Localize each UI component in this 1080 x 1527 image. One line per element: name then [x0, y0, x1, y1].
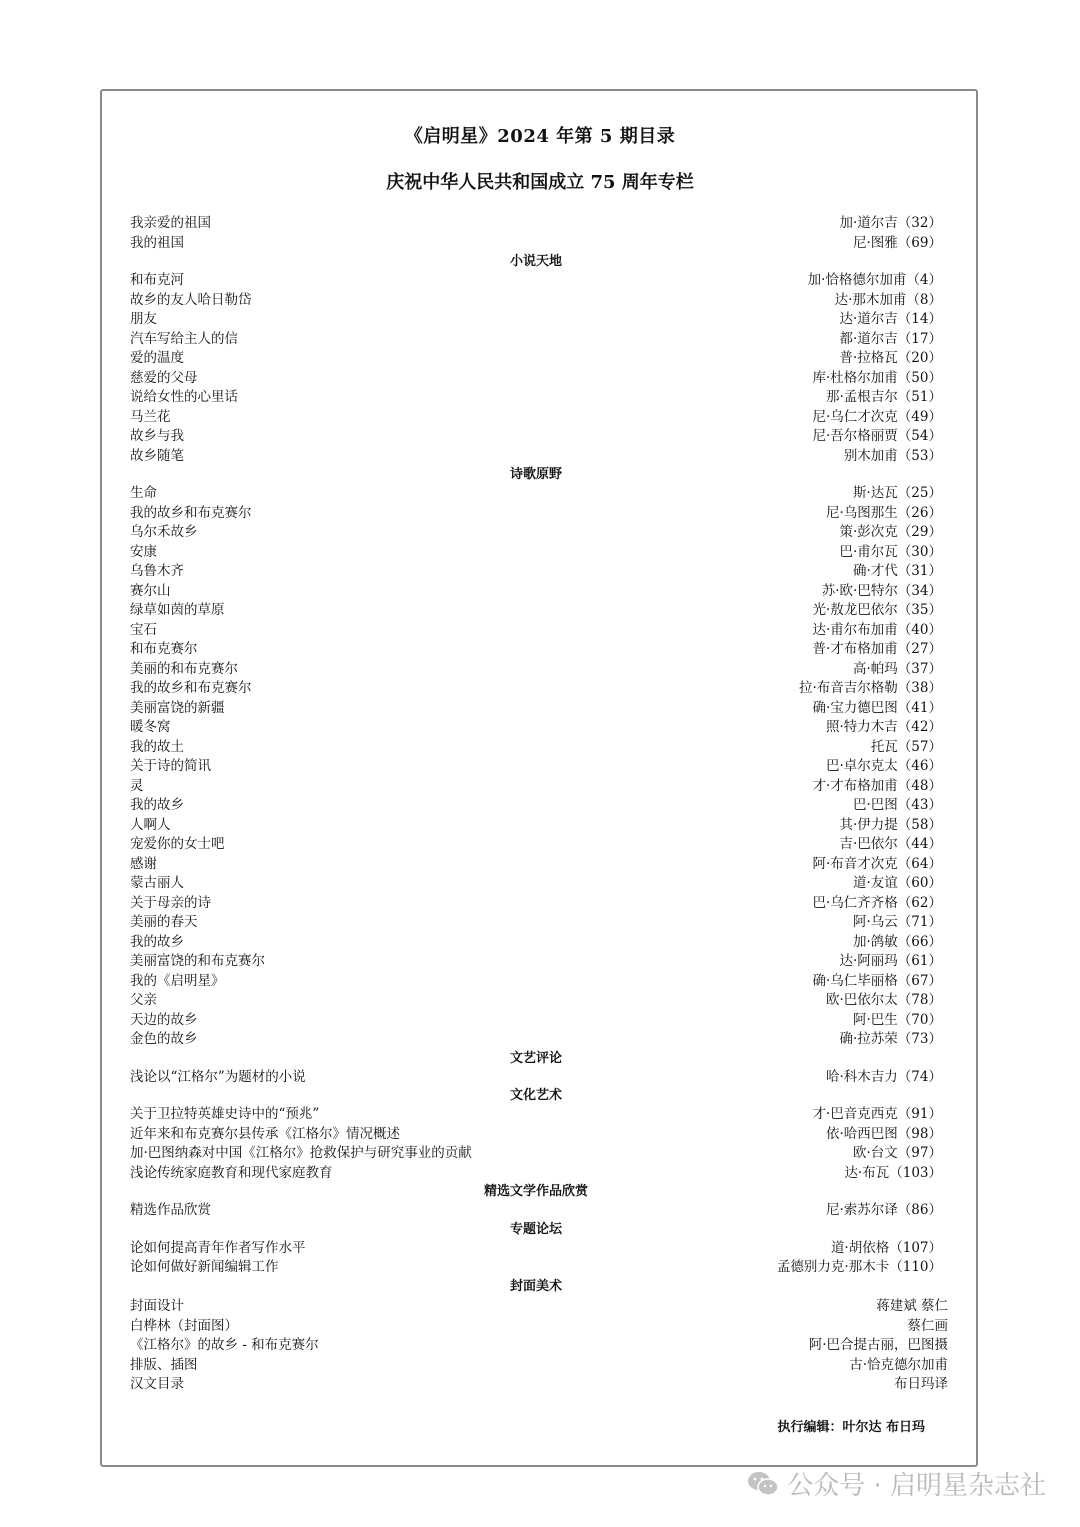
toc-entry: [130, 874, 942, 894]
entry-title: 爱的温度: [130, 350, 184, 366]
toc-entry: [130, 894, 942, 914]
entry-title: 感谢: [130, 855, 157, 872]
entry-author: 加·恰格德尔加甫（4）: [807, 272, 942, 288]
entry-title: 说给女性的心里话: [130, 389, 238, 405]
toc-entry: [130, 271, 942, 291]
entry-author: 别木加甫（53）: [843, 447, 942, 464]
entry-author: 达·甫尔布加甫（40）: [812, 621, 942, 638]
entry-title: 和布克河: [130, 272, 184, 288]
entry-author: 道·胡依格（107）: [830, 1239, 942, 1256]
toc-entry: [130, 330, 942, 350]
entry-title: 我亲爱的祖国: [130, 215, 211, 231]
entry-title: 乌鲁木齐: [130, 563, 184, 579]
entry-author: 巴·乌仁齐齐格（62）: [812, 894, 942, 911]
entry-author: 加·鸽敏（66）: [853, 933, 942, 950]
entry-title: 灵: [130, 777, 144, 794]
toc-entry: [130, 816, 942, 836]
entry-title: 汽车写给主人的信: [130, 330, 238, 347]
toc-entry: [130, 1297, 948, 1317]
toc-entry: [130, 1030, 942, 1050]
entry-author: 高·帕玛（37）: [853, 660, 942, 677]
section-heading: 小说天地: [509, 254, 562, 269]
entry-title: 我的祖国: [130, 234, 184, 251]
entry-author: 巴·卓尔克太（46）: [826, 758, 942, 774]
toc-entry: [130, 1336, 948, 1356]
entry-author: 巴·甫尔瓦（30）: [839, 543, 942, 560]
section-heading: 专题论坛: [509, 1221, 562, 1237]
section-heading: 文艺评论: [509, 1050, 562, 1066]
toc-entry: [130, 388, 942, 408]
entry-title: 我的《启明星》: [130, 972, 225, 989]
toc-entry: [130, 1375, 948, 1395]
toc-entry: [130, 523, 942, 543]
toc-entry: [130, 855, 942, 875]
entry-title: 故乡与我: [130, 428, 184, 444]
toc-entry: [130, 952, 942, 972]
entry-title: 我的故乡: [130, 933, 184, 950]
entry-author: 哈·科木吉力（74）: [826, 1068, 942, 1085]
toc-entry: [130, 621, 942, 641]
entry-author: 策·彭次克（29）: [839, 524, 942, 540]
toc-entry: [130, 738, 942, 758]
toc-entry: [130, 562, 942, 582]
toc-entry: [130, 1317, 948, 1337]
watermark-text: 公众号 · 启明星杂志社: [787, 1471, 1046, 1501]
entry-title: 《江格尔》的故乡 - 和布克赛尔: [130, 1337, 319, 1353]
entry-title: 汉文目录: [130, 1376, 184, 1392]
credits-list: [130, 1297, 948, 1395]
toc-entry: [130, 543, 942, 563]
entry-title: 安康: [130, 543, 157, 560]
entry-title: 故乡的友人哈日勒岱: [130, 291, 252, 308]
entry-title: 关于母亲的诗: [130, 894, 211, 911]
section-heading: 文化艺术: [509, 1088, 562, 1103]
toc-entry: [130, 640, 942, 660]
toc-entry: [130, 1068, 942, 1088]
toc-entry: [130, 972, 942, 992]
entry-title: 宝石: [130, 621, 157, 638]
entry-title: 美丽的春天: [130, 914, 198, 930]
entry-author: 达·阿丽玛（61）: [839, 953, 942, 969]
toc-entry: [130, 234, 942, 254]
entry-title: 暖冬窝: [130, 719, 171, 735]
entry-title: 赛尔山: [130, 582, 171, 599]
toc-entry: [130, 1356, 948, 1376]
entry-title: 我的故乡: [130, 797, 184, 813]
toc-entry: [130, 933, 942, 953]
entry-title: 故乡随笔: [130, 447, 184, 464]
entry-author: 尼·索苏尔译（86）: [826, 1202, 942, 1218]
toc-entry: [130, 991, 942, 1011]
entry-author: 阿·布音才次克（64）: [812, 855, 942, 872]
entry-title: 乌尔禾故乡: [130, 524, 198, 540]
toc-entry: [130, 1201, 942, 1221]
entry-author: 尼·吾尔格丽贾（54）: [812, 428, 942, 444]
entry-author: 布日玛译: [894, 1376, 948, 1392]
wechat-icon: [747, 1470, 779, 1498]
toc-entry: [130, 369, 942, 389]
entry-author: 蔡仁画: [907, 1317, 948, 1334]
entry-author: 确·乌仁毕丽格（67）: [812, 972, 942, 989]
entry-author: 普·拉格瓦（20）: [839, 350, 942, 366]
watermark: [747, 1465, 1046, 1502]
entry-author: 确·宝力德巴图（41）: [812, 699, 942, 716]
toc-entry: [130, 1011, 942, 1031]
entry-title: 浅论以“江格尔”为题材的小说: [130, 1068, 306, 1085]
entry-author: 欧·台文（97）: [853, 1145, 942, 1161]
entry-author: 达·道尔吉（14）: [839, 311, 942, 327]
entry-author: 古·恰克德尔加甫: [849, 1356, 948, 1373]
toc-entry: [130, 1239, 942, 1259]
page-title: 《启明星》2024 年第 5 期目录: [404, 126, 676, 147]
entry-title: 美丽富饶的和布克赛尔: [130, 953, 265, 969]
entry-title: 父亲: [130, 992, 157, 1008]
entry-title: 人啊人: [130, 816, 171, 833]
entry-title: 关于诗的简讯: [130, 758, 211, 774]
section-heading: 诗歌原野: [509, 467, 562, 482]
entry-title: 排版、插图: [130, 1356, 198, 1373]
entry-author: 阿·巴生（70）: [853, 1011, 942, 1028]
entry-author: 蒋建斌 蔡仁: [876, 1298, 948, 1314]
table-of-contents: [130, 214, 942, 1296]
entry-author: 都·道尔吉（17）: [839, 330, 942, 347]
entry-title: 加·巴图纳森对中国《江格尔》抢救保护与研究事业的贡献: [130, 1145, 472, 1161]
toc-entry: [130, 1164, 942, 1184]
entry-title: 慈爱的父母: [130, 369, 198, 386]
entry-author: 阿·巴合提古丽，巴图摄: [808, 1337, 948, 1353]
entry-author: 才·巴音克西克（91）: [812, 1106, 942, 1122]
entry-author: 加·道尔吉（32）: [839, 215, 942, 231]
toc-entry: [130, 427, 942, 447]
entry-title: 白桦林（封面图）: [130, 1317, 238, 1334]
entry-author: 尼·乌仁才次克（49）: [812, 408, 942, 425]
executive-editor: 执行编辑：叶尔达 布日玛: [777, 1420, 925, 1435]
entry-title: 美丽富饶的新疆: [130, 699, 225, 716]
entry-author: 尼·图雅（69）: [853, 234, 942, 251]
entry-author: 普·才布格加甫（27）: [812, 641, 942, 657]
toc-entry: [130, 408, 942, 428]
entry-title: 生命: [130, 485, 157, 501]
entry-title: 马兰花: [130, 408, 171, 425]
entry-title: 蒙古丽人: [130, 875, 184, 891]
entry-title: 绿草如茵的草原: [130, 602, 225, 618]
entry-author: 照·特力木吉（42）: [826, 719, 942, 735]
entry-author: 巴·巴图（43）: [853, 797, 942, 813]
entry-author: 吉·巴依尔（44）: [839, 836, 942, 852]
entry-author: 道·友谊（60）: [853, 875, 942, 891]
entry-author: 确·拉苏荣（73）: [839, 1031, 942, 1047]
entry-author: 阿·乌云（71）: [853, 914, 942, 930]
toc-entry: [130, 699, 942, 719]
entry-title: 我的故土: [130, 738, 184, 755]
entry-author: 确·才代（31）: [853, 563, 942, 579]
toc-entry: [130, 1125, 942, 1145]
entry-title: 和布克赛尔: [130, 641, 198, 657]
toc-entry: [130, 913, 942, 933]
toc-entry: [130, 835, 942, 855]
toc-entry: [130, 796, 942, 816]
toc-entry: [130, 447, 942, 467]
entry-author: 库·杜格尔加甫（50）: [812, 369, 942, 386]
toc-entry: [130, 757, 942, 777]
section-heading: 精选文学作品欣赏: [483, 1184, 588, 1199]
page-subtitle: 庆祝中华人民共和国成立 75 周年专栏: [386, 172, 694, 193]
section-heading: 封面美术: [509, 1278, 562, 1294]
entry-title: 论如何做好新闻编辑工作: [130, 1259, 279, 1275]
toc-entry: [130, 214, 942, 234]
toc-entry: [130, 484, 942, 504]
toc-entry: [130, 718, 942, 738]
entry-author: 孟德别力克·那木卡（110）: [776, 1259, 942, 1275]
entry-title: 浅论传统家庭教育和现代家庭教育: [130, 1164, 333, 1181]
entry-title: 关于卫拉特英雄史诗中的“预兆”: [130, 1106, 320, 1122]
entry-title: 朋友: [130, 311, 157, 327]
toc-entry: [130, 660, 942, 680]
toc-entry: [130, 1144, 942, 1164]
entry-author: 达·那木加甫（8）: [834, 291, 942, 308]
entry-author: 苏·欧·巴特尔（34）: [821, 582, 942, 599]
entry-title: 宠爱你的女士吧: [130, 836, 225, 852]
toc-entry: [130, 582, 942, 602]
entry-author: 那·孟根吉尔（51）: [826, 389, 942, 405]
entry-title: 金色的故乡: [130, 1031, 198, 1047]
toc-entry: [130, 504, 942, 524]
entry-author: 达·布瓦（103）: [844, 1164, 942, 1181]
entry-author: 斯·达瓦（25）: [853, 485, 942, 501]
toc-entry: [130, 349, 942, 369]
entry-title: 我的故乡和布克赛尔: [130, 680, 252, 696]
entry-author: 依·哈西巴图（98）: [826, 1125, 942, 1142]
entry-title: 论如何提高青年作者写作水平: [130, 1239, 306, 1256]
toc-entry: [130, 777, 942, 797]
entry-title: 美丽的和布克赛尔: [130, 660, 238, 677]
entry-author: 才·才布格加甫（48）: [812, 777, 942, 794]
entry-title: 近年来和布克赛尔县传承《江格尔》情况概述: [130, 1125, 400, 1142]
entry-title: 精选作品欣赏: [130, 1202, 211, 1218]
toc-entry: [130, 679, 942, 699]
toc-entry: [130, 1258, 942, 1278]
entry-author: 托瓦（57）: [870, 738, 942, 755]
entry-title: 天边的故乡: [130, 1011, 198, 1028]
entry-author: 欧·巴依尔太（78）: [826, 992, 942, 1008]
entry-author: 拉·布音吉尔格勒（38）: [799, 680, 942, 696]
toc-entry: [130, 291, 942, 311]
toc-entry: [130, 1105, 942, 1125]
entry-title: 封面设计: [130, 1298, 184, 1314]
toc-entry: [130, 601, 942, 621]
toc-entry: [130, 310, 942, 330]
entry-author: 尼·乌图那生（26）: [826, 504, 942, 521]
entry-title: 我的故乡和布克赛尔: [130, 504, 252, 521]
entry-author: 其·伊力提（58）: [839, 816, 942, 833]
entry-author: 光·敖龙巴依尔（35）: [812, 602, 942, 618]
